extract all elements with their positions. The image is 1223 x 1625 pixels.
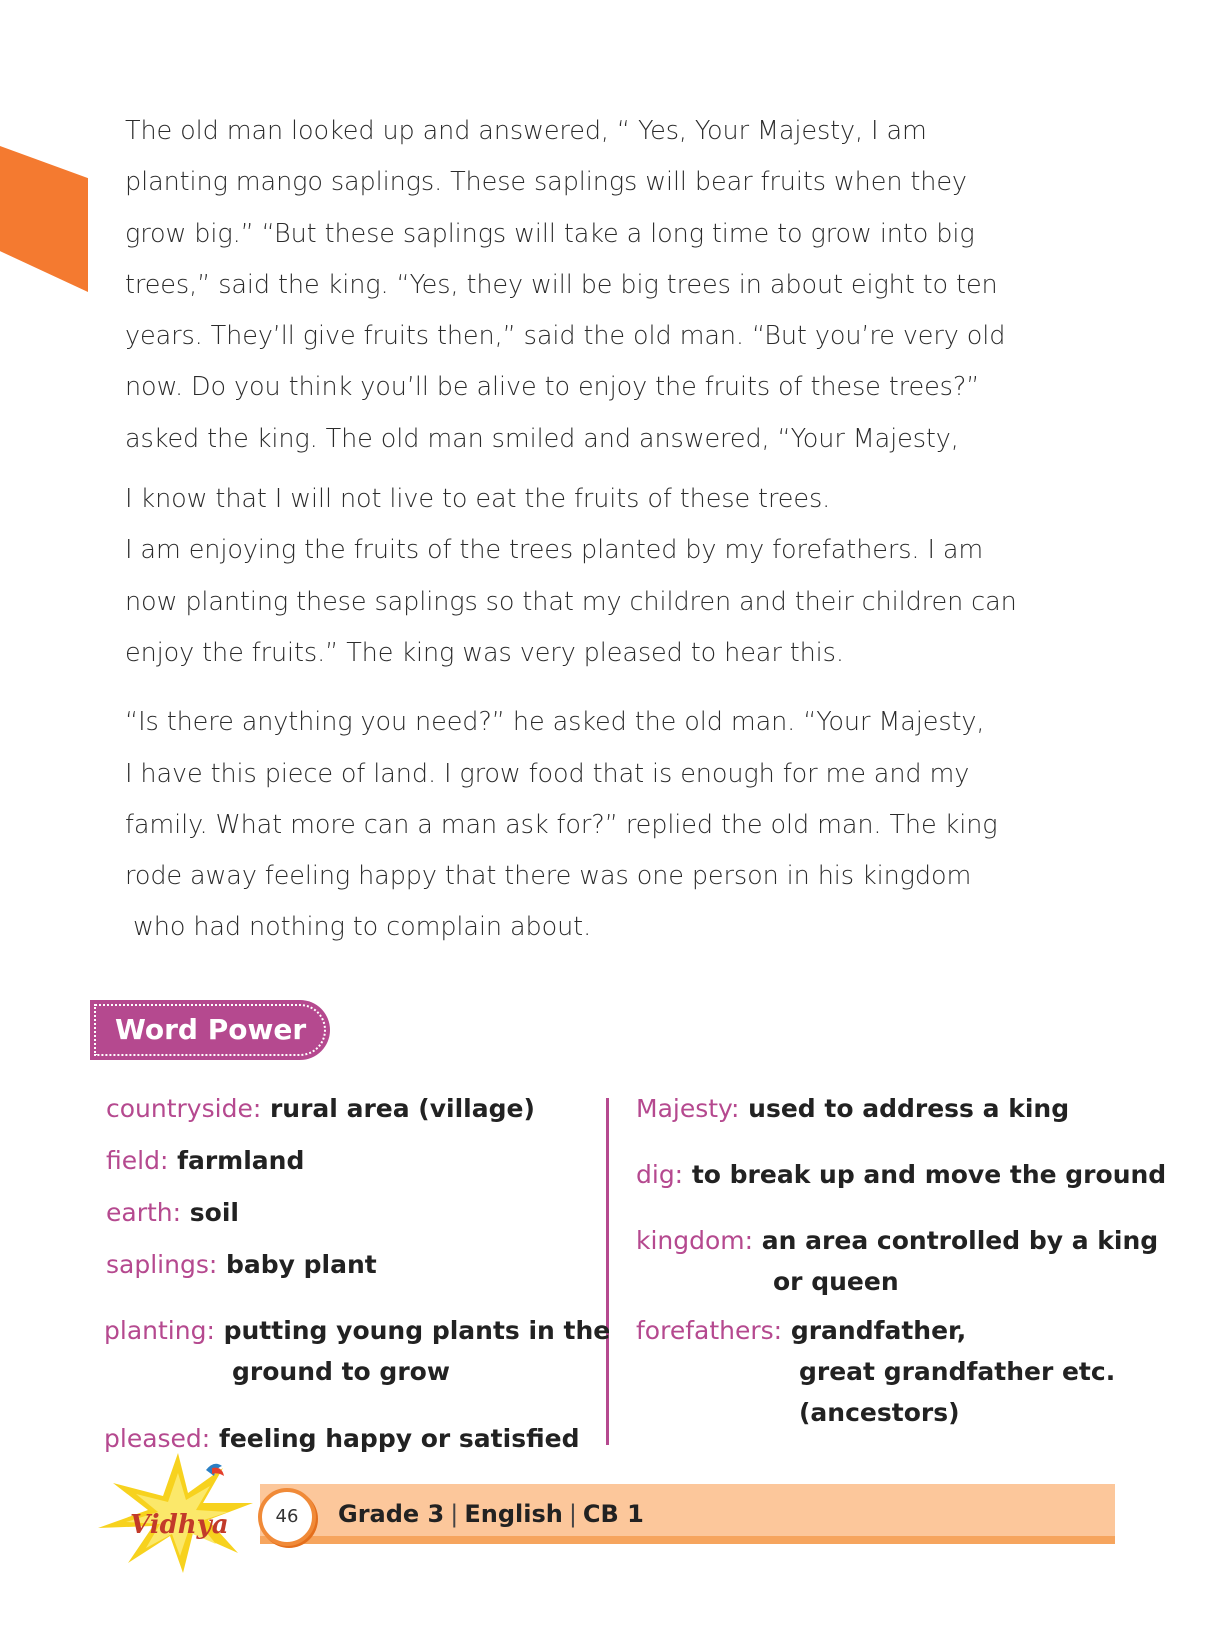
- glossary-entry-planting: [104, 1310, 610, 1392]
- glossary-definition: an area controlled by a king: [761, 1226, 1159, 1255]
- glossary-term: Majesty:: [636, 1094, 740, 1123]
- logo-text: Vidhya: [130, 1510, 229, 1540]
- glossary-definition: putting young plants in the: [223, 1316, 611, 1345]
- glossary-term: saplings:: [106, 1250, 218, 1279]
- story-line: family. What more can a man ask for?” replied the old man. The king: [125, 809, 998, 840]
- word-power-title: Word Power: [115, 1013, 307, 1046]
- story-line: trees,” said the king. “Yes, they will be big trees in about eight to ten: [125, 269, 998, 300]
- glossary-entry-majesty: [636, 1088, 1069, 1129]
- glossary-definition: grandfather,: [790, 1316, 967, 1345]
- glossary-definition-continued: (ancestors): [799, 1398, 960, 1427]
- story-line: now planting these saplings so that my children and their children can: [125, 586, 1017, 617]
- glossary-definition-continued: ground to grow: [232, 1357, 450, 1386]
- glossary-entry-forefathers: [636, 1310, 1115, 1433]
- glossary-definition: used to address a king: [748, 1094, 1070, 1123]
- glossary-definition: rural area (village): [269, 1094, 535, 1123]
- story-text: [125, 106, 1125, 954]
- footer-separator: |: [450, 1500, 459, 1528]
- glossary-definition-continued: great grandfather etc.: [799, 1357, 1116, 1386]
- glossary-term: forefathers:: [636, 1316, 783, 1345]
- glossary-term: dig:: [636, 1160, 684, 1189]
- glossary-entry-countryside: [106, 1088, 535, 1129]
- glossary-term: pleased:: [104, 1424, 211, 1453]
- word-power-banner: [90, 1000, 330, 1060]
- story-line: I have this piece of land. I grow food that is enough for me and my: [125, 758, 970, 789]
- glossary-entry-saplings: [106, 1244, 377, 1285]
- footer-book-info: [338, 1494, 644, 1534]
- page-number: 46: [275, 1506, 299, 1527]
- footer-subject: English: [464, 1500, 563, 1528]
- story-line: rode away feeling happy that there was one person in his kingdom: [125, 861, 972, 892]
- glossary-divider: [606, 1098, 609, 1445]
- glossary-definition: farmland: [177, 1146, 305, 1175]
- glossary-definition: baby plant: [226, 1250, 377, 1279]
- story-line: years. They’ll give fruits then,” said the old man. “But you’re very old: [125, 321, 1006, 352]
- glossary-term: countryside:: [106, 1094, 262, 1123]
- glossary-term: planting:: [104, 1316, 215, 1345]
- story-line: I am enjoying the fruits of the trees planted by my forefathers. I am: [125, 535, 984, 566]
- glossary-definition-continued: or queen: [773, 1267, 899, 1296]
- vidhya-logo: [88, 1448, 263, 1578]
- story-line: enjoy the fruits.” The king was very pleased to hear this.: [125, 637, 844, 668]
- glossary-entry-field: [106, 1140, 304, 1181]
- footer-bar-edge: [260, 1536, 1115, 1544]
- story-line: planting mango saplings. These saplings will bear fruits when they: [125, 167, 967, 198]
- footer-grade: Grade 3: [338, 1500, 445, 1528]
- story-line: who had nothing to complain about.: [133, 912, 592, 943]
- glossary-entry-kingdom: [636, 1220, 1158, 1302]
- glossary-entry-earth: [106, 1192, 239, 1233]
- orange-corner-tab: [0, 146, 88, 292]
- page-number-badge: [258, 1488, 316, 1546]
- story-line: grow big.” “But these saplings will take a long time to grow into big: [125, 218, 975, 249]
- story-line: The old man looked up and answered, “ Yes, Your Majesty, I am: [125, 116, 927, 146]
- glossary-term: field:: [106, 1146, 169, 1175]
- glossary-definition: to break up and move the ground: [691, 1160, 1167, 1189]
- footer-book: CB 1: [582, 1500, 644, 1528]
- glossary-term: kingdom:: [636, 1226, 754, 1255]
- story-line: “Is there anything you need?” he asked the old man. “Your Majesty,: [125, 707, 985, 738]
- glossary-definition: feeling happy or satisfied: [218, 1424, 580, 1453]
- glossary-entry-dig: [636, 1154, 1166, 1195]
- story-line: asked the king. The old man smiled and answered, “Your Majesty,: [125, 423, 959, 454]
- story-line: now. Do you think you’ll be alive to enjoy the fruits of these trees?”: [125, 372, 980, 403]
- story-line: I know that I will not live to eat the fruits of these trees.: [125, 484, 831, 515]
- glossary-definition: soil: [189, 1198, 239, 1227]
- footer-separator: |: [568, 1500, 577, 1528]
- glossary-term: earth:: [106, 1198, 182, 1227]
